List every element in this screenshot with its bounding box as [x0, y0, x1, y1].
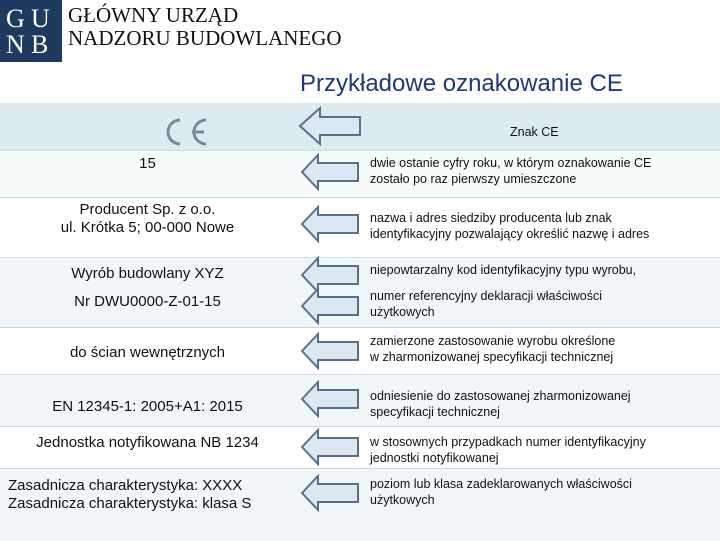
- left-arrow-icon: [298, 106, 362, 146]
- row-description: [370, 155, 715, 187]
- row-value: [0, 434, 295, 452]
- row-description-line: w zharmonizowanej specyfikacji technicznej: [370, 350, 614, 364]
- row-value-line: Zasadnicza charakterystyka: XXXX: [8, 477, 243, 494]
- row-value: [0, 265, 295, 283]
- gunb-logo: [0, 0, 62, 62]
- ce-label: Znak CE: [510, 125, 559, 139]
- row-description: [370, 210, 715, 242]
- row-description-line: dwie ostanie cyfry roku, w którym oznakowanie CE: [370, 156, 652, 170]
- logo-letter: B: [31, 30, 49, 59]
- row-description-line: identyfikacyjny pozwalający określić nazwę i adres: [370, 227, 650, 241]
- row-value-line: do ścian wewnętrznych: [69, 344, 226, 361]
- row-description-line: użytkowych: [370, 493, 435, 507]
- row-value-line: ul. Krótka 5; 00-000 Nowe: [60, 219, 235, 236]
- page-title: Przykładowe oznakowanie CE: [300, 70, 623, 97]
- row-description-line: poziom lub klasa zadeklarowanych właściwości: [370, 477, 632, 491]
- logo-letter: U: [31, 4, 50, 33]
- left-arrow-icon: [300, 205, 360, 243]
- row-description: [370, 388, 715, 420]
- row-description-line: jednostki notyfikowanej: [370, 451, 499, 465]
- left-arrow-icon: [300, 474, 360, 512]
- row-description-line: nazwa i adres siedziby producenta lub znak: [370, 211, 612, 225]
- row-description-line: odniesienie do zastosowanej zharmonizowanej: [370, 389, 631, 403]
- row-value-line: EN 12345-1: 2005+A1: 2015: [52, 398, 243, 415]
- row-value-line: Zasadnicza charakterystyka: klasa S: [8, 495, 252, 512]
- row-description-line: w stosownych przypadkach numer identyfikacyjny: [370, 435, 646, 449]
- row-description-line: numer referencyjny deklaracji właściwości: [370, 289, 603, 303]
- header: [0, 0, 720, 62]
- row-description-line: zamierzone zastosowanie wyrobu określone: [370, 334, 616, 348]
- row-value-line: Wyrób budowlany XYZ: [71, 265, 224, 282]
- row-description-line: użytkowych: [370, 305, 435, 319]
- row-description: [370, 262, 715, 278]
- org-line-1: GŁÓWNY URZĄD: [68, 3, 239, 27]
- row-description: [370, 434, 715, 466]
- left-arrow-icon: [300, 428, 360, 466]
- row-value: [0, 155, 295, 173]
- row-value-line: Jednostka notyfikowana NB 1234: [36, 434, 259, 451]
- row-value-line: 15: [139, 155, 156, 172]
- logo-letter: N: [6, 30, 25, 59]
- left-arrow-icon: [300, 153, 360, 191]
- row-description-line: specyfikacji technicznej: [370, 405, 500, 419]
- organization-name: [68, 4, 342, 50]
- row-value: [0, 398, 295, 416]
- row-description: [370, 288, 715, 320]
- row-description-line: zostało po raz pierwszy umieszczone: [370, 172, 577, 186]
- row-value-line: Nr DWU0000-Z-01-15: [74, 293, 221, 310]
- left-arrow-icon: [300, 380, 360, 418]
- logo-letter: G: [6, 4, 25, 33]
- row-value: [0, 293, 295, 311]
- row-value: [0, 201, 295, 237]
- org-line-2: NADZORU BUDOWLANEGO: [68, 26, 342, 50]
- left-arrow-icon: [300, 287, 360, 325]
- row-value: [8, 477, 298, 513]
- left-arrow-icon: [300, 332, 360, 370]
- row-description-line: niepowtarzalny kod identyfikacyjny typu wyrobu,: [370, 263, 637, 277]
- row-value-line: Producent Sp. z o.o.: [79, 201, 216, 218]
- row-description: [370, 333, 715, 365]
- ce-mark-icon: [162, 116, 210, 148]
- row-value: [0, 344, 295, 362]
- row-description: [370, 476, 715, 508]
